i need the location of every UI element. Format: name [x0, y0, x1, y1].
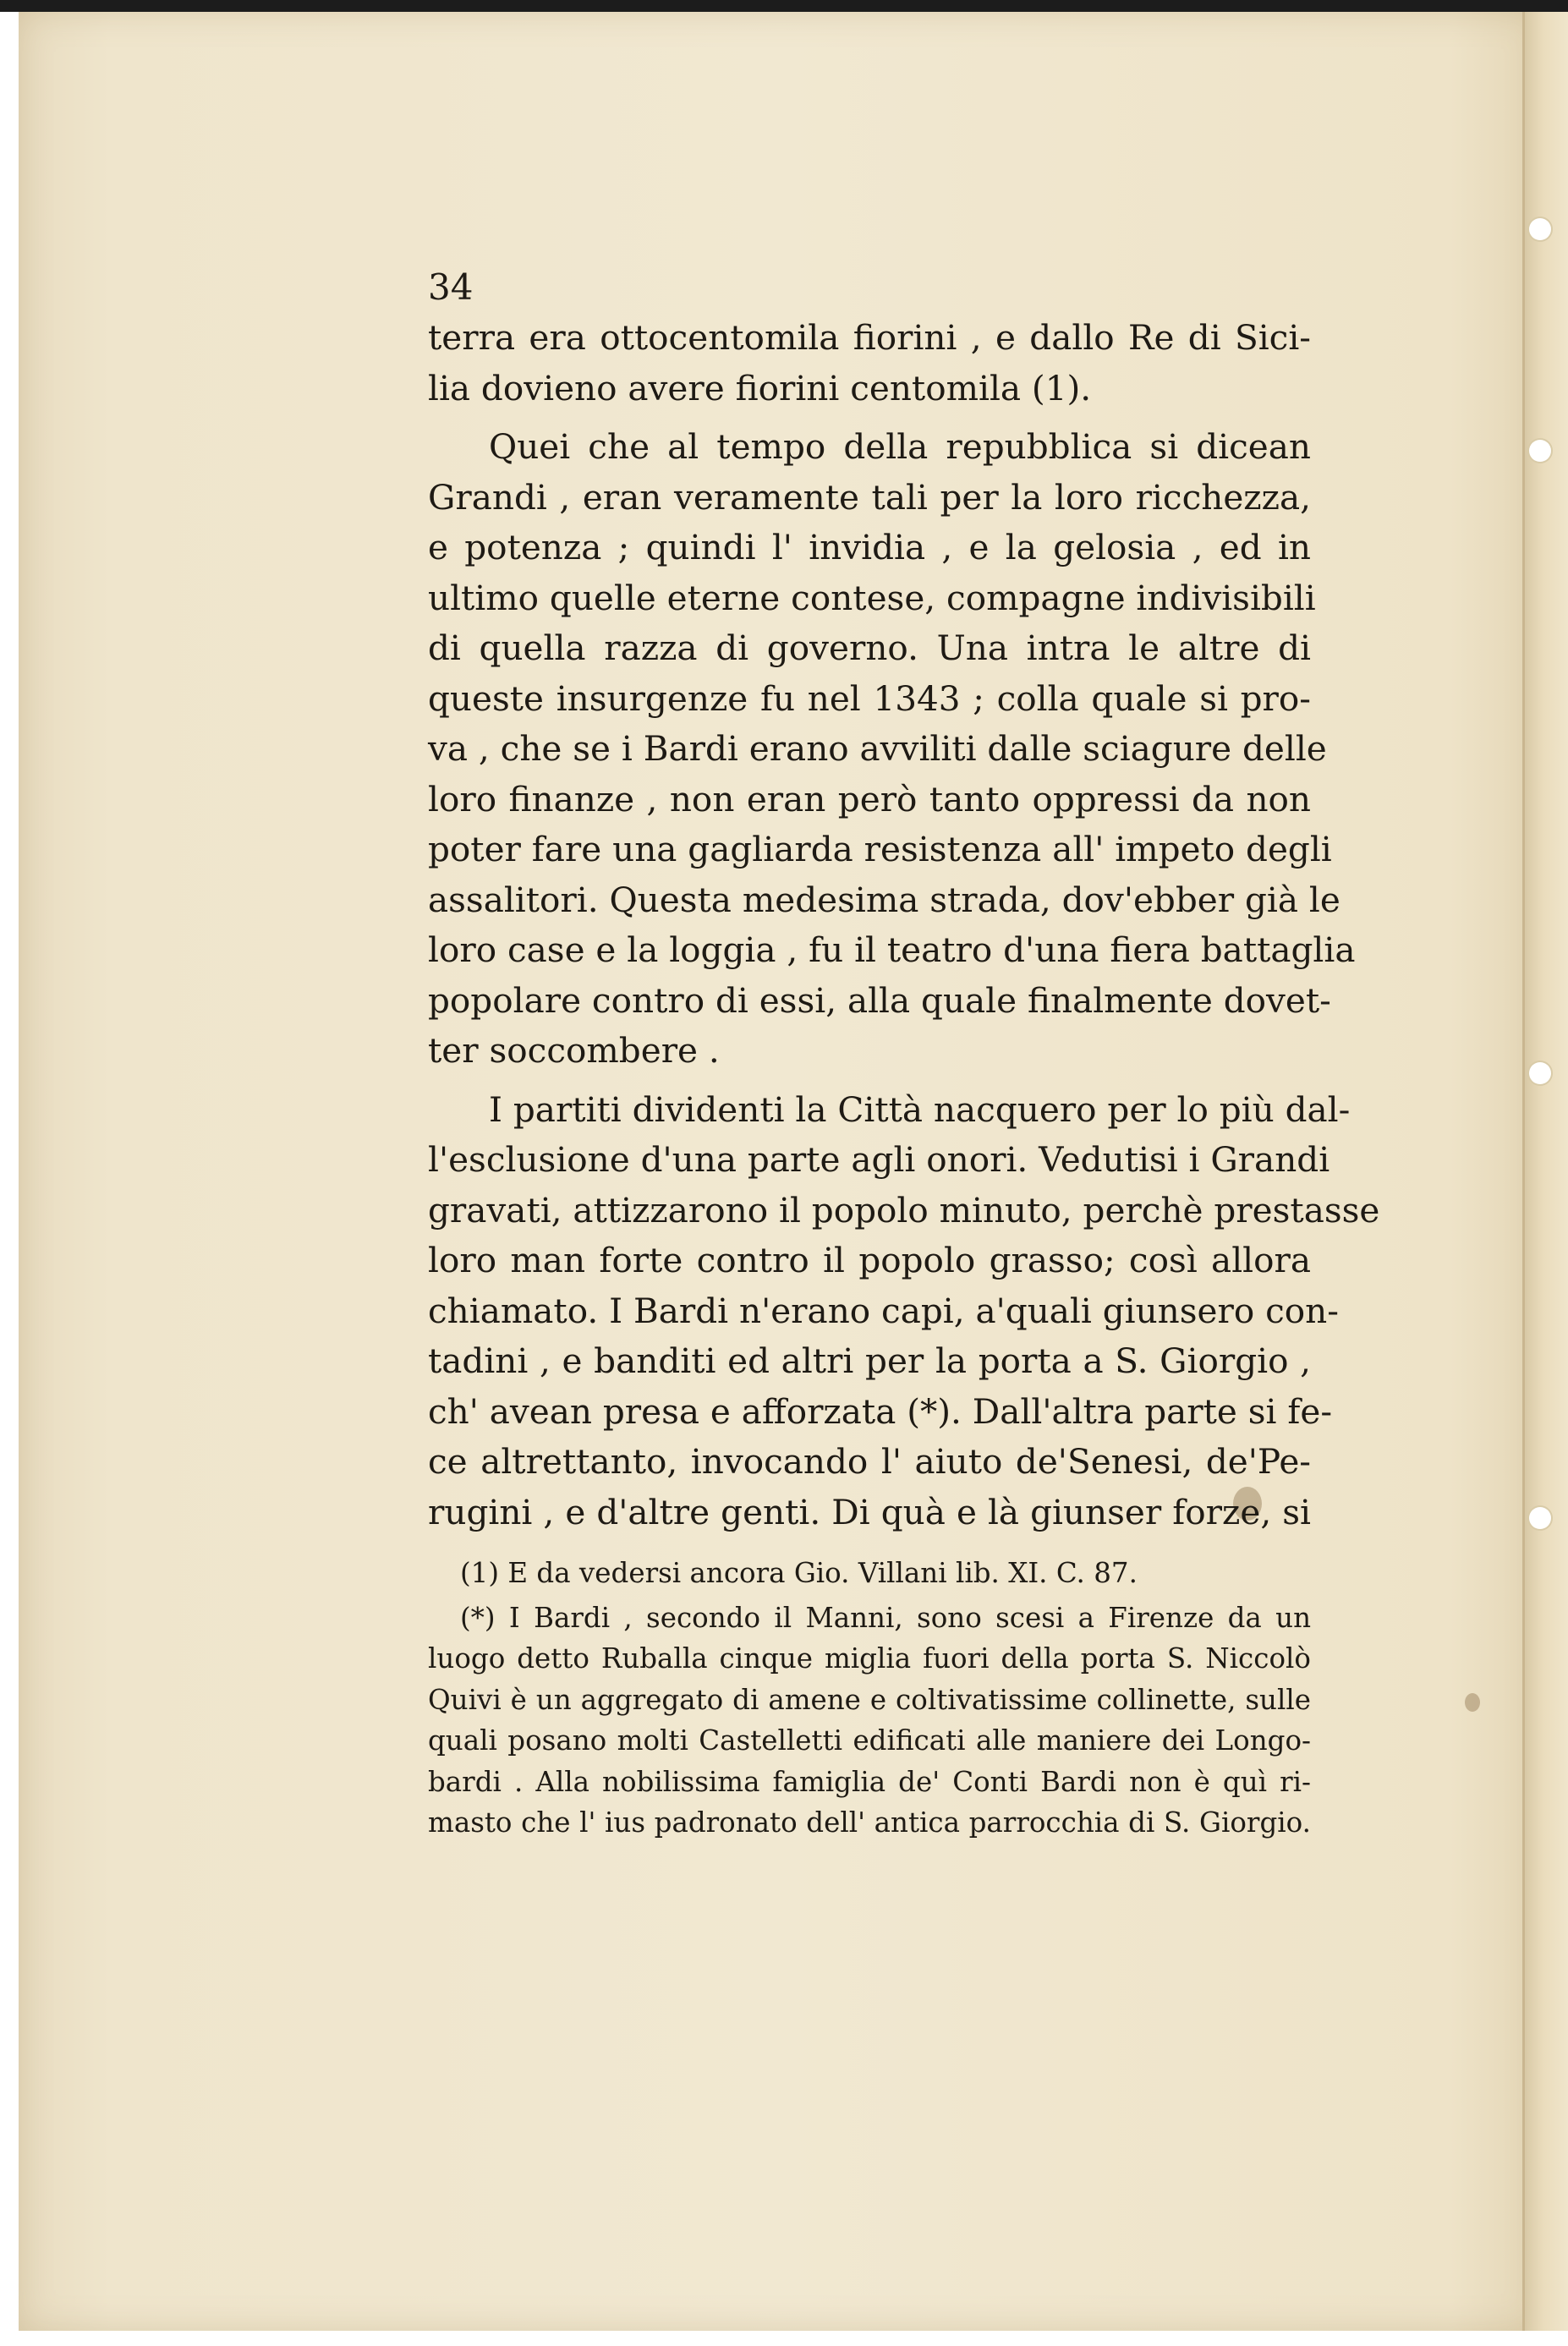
footnotes-block [428, 1553, 1311, 1844]
text-line: va , che se i Bardi erano avviliti dalle sciagure delle [428, 728, 1327, 769]
footnote-line: masto che l' ius padronato dell' antica parrocchia di S. Giorgio. [428, 1806, 1311, 1839]
text-line: di quella razza di governo. Una intra le altre di [428, 628, 1311, 668]
footnote-line: Quivi è un aggregato di amene e coltivatissime collinette, sulle [428, 1683, 1311, 1716]
binding-hole [1529, 1507, 1551, 1529]
text-line: ce altrettanto, invocando l' aiuto de'Senesi, de'Pe- [428, 1441, 1311, 1482]
text-line: assalitori. Questa medesima strada, dov'ebber già le [428, 879, 1340, 920]
text-line: loro case e la loggia , fu il teatro d'una fiera battaglia [428, 929, 1356, 970]
text-line: ter soccombere . [428, 1030, 720, 1071]
main-text-block [428, 266, 1380, 1538]
paragraph-2 [428, 422, 1356, 1077]
text-line: ultimo quelle eterne contese, compagne indivisibili [428, 577, 1316, 618]
text-line: chiamato. I Bardi n'erano capi, a'quali giunsero con- [428, 1290, 1339, 1331]
footnote-line: bardi . Alla nobilissima famiglia de' Conti Bardi non è quì ri- [428, 1765, 1311, 1798]
binding-hole [1529, 1062, 1551, 1084]
page-number: 34 [428, 266, 474, 308]
footnote-line: quali posano molti Castelletti edificati alle maniere dei Longo- [428, 1724, 1311, 1757]
text-line: tadini , e banditi ed altri per la porta a S. Giorgio , [428, 1340, 1311, 1381]
footnote-line: luogo detto Ruballa cinque miglia fuori della porta S. Niccolò [428, 1642, 1311, 1675]
paragraph-1 [428, 313, 1311, 414]
text-line: loro man forte contro il popolo grasso; così allora [428, 1240, 1311, 1280]
text-line: terra era ottocentomila fiorini , e dallo Re di Sici- [428, 317, 1311, 358]
binding-hole [1529, 440, 1551, 462]
text-line: ch' avean presa e afforzata (*). Dall'altra parte si fe- [428, 1390, 1333, 1432]
text-line: I partiti dividenti la Città nacquero per lo più dal- [489, 1088, 1351, 1130]
paragraph-3 [428, 1085, 1380, 1538]
text-line: lia dovieno avere fiorini centomila (1). [428, 367, 1092, 408]
adjacent-page-edge [1522, 12, 1568, 2331]
text-line: Quei che al tempo della repubblica si dicean [489, 426, 1311, 467]
text-line: rugini , e d'altre genti. Di quà e là giunser forze, si [428, 1491, 1311, 1532]
text-line: popolare contro di essi, alla quale finalmente dovet- [428, 979, 1331, 1021]
text-line: loro finanze , non eran però tanto oppressi da non [428, 778, 1311, 819]
footnote-1 [428, 1553, 1311, 1594]
text-line: l'esclusione d'una parte agli onori. Vedutisi i Grandi [428, 1139, 1330, 1180]
text-line: queste insurgenze fu nel 1343 ; colla quale si pro- [428, 677, 1311, 719]
scan-top-edge [0, 0, 1568, 12]
text-line: gravati, attizzarono il popolo minuto, perchè prestasse [428, 1189, 1380, 1231]
footnote-line: (*) I Bardi , secondo il Manni, sono scesi a Firenze da un [460, 1601, 1311, 1634]
text-line: e potenza ; quindi l' invidia , e la gelosia , ed in [428, 527, 1311, 567]
text-line: poter fare una gagliarda resistenza all' impeto degli [428, 829, 1332, 869]
footnote-line: (1) E da vedersi ancora Gio. Villani lib. XI. C. 87. [460, 1557, 1138, 1589]
text-line: Grandi , eran veramente tali per la loro ricchezza, [428, 476, 1311, 518]
footnote-asterisk [428, 1598, 1311, 1844]
ink-stain [1465, 1693, 1480, 1712]
binding-hole [1529, 218, 1551, 240]
